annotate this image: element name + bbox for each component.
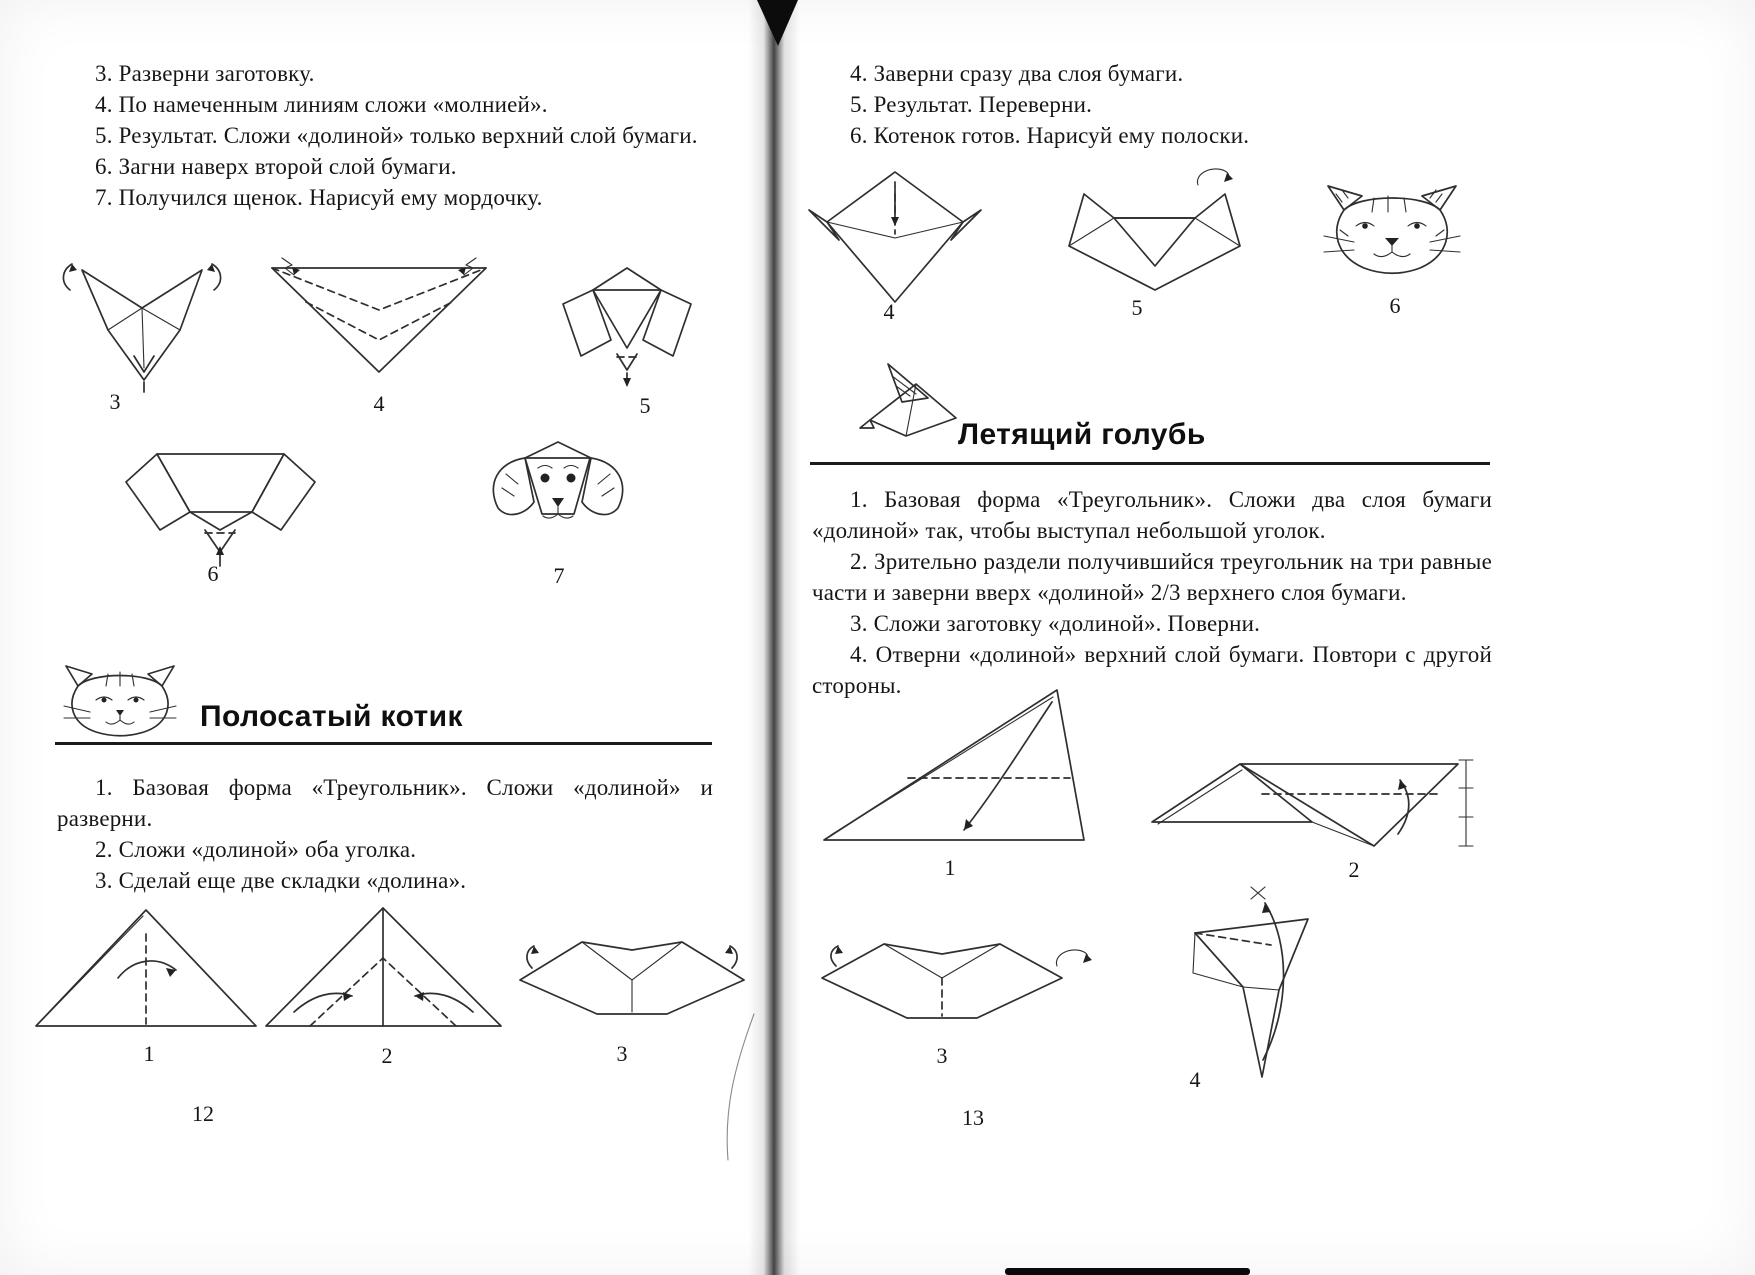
origami-diagram-dove-step-3 [812, 920, 1077, 1048]
step-text: 7. Получился щенок. Нарисуй ему мордочку. [95, 185, 543, 210]
puppy-steps-text [57, 58, 713, 213]
section-divider [810, 462, 1490, 465]
diagram-number-label: 7 [553, 563, 565, 588]
step-text: 1. Базовая форма «Треугольник». Сложи два слоя бумаги «долиной» так, чтобы выступал небольшой уголок. [812, 487, 1492, 543]
diagram-number-label: 2 [1348, 857, 1360, 882]
origami-diagram-dove-step-4 [1163, 875, 1338, 1090]
origami-diagram-puppy-step-6 [112, 430, 332, 578]
turn-over-symbol [1052, 944, 1094, 972]
step-text: 6. Загни наверх второй слой бумаги. [95, 154, 457, 179]
step-text: 4. По намеченным линиям сложи «молнией». [95, 92, 548, 117]
origami-diagram-dove-step-2 [1140, 748, 1480, 866]
striped-kitten-icon [56, 660, 184, 742]
flying-dove-icon [858, 358, 968, 453]
origami-diagram-dove-step-1 [812, 680, 1102, 860]
section-divider [55, 742, 712, 745]
book-spine-shadow [748, 0, 800, 1275]
diagram-number-label: 4 [883, 299, 895, 324]
origami-diagram-puppy-step-4 [258, 252, 503, 392]
diagram-number-label: 3 [936, 1043, 948, 1068]
turn-over-symbol [1193, 163, 1235, 191]
origami-diagram-kitten-step-2 [256, 900, 511, 1040]
kitten-steps-text [57, 772, 713, 896]
diagram-number-label: 5 [639, 393, 651, 418]
origami-diagram-puppy-step-7 [468, 432, 648, 557]
section-title-flying-dove: Летящий голубь [958, 418, 1206, 451]
page-number-left: 12 [192, 1101, 214, 1126]
origami-diagram-puppy-step-3 [50, 250, 240, 400]
step-text: 2. Зрительно раздели получившийся треугольник на три равные части и заверни вверх «долиной» 2/3 верхнего слоя бумаги. [812, 549, 1492, 605]
step-text: 5. Результат. Сложи «долиной» только верхний слой бумаги. [95, 123, 698, 148]
left-page [0, 0, 755, 1275]
diagram-number-label: 5 [1131, 295, 1143, 320]
page-number-right: 13 [962, 1105, 984, 1130]
origami-diagram-kitten-step-6 [1312, 180, 1472, 300]
origami-diagram-puppy-step-5 [535, 260, 720, 400]
step-text: 5. Результат. Переверни. [850, 92, 1093, 117]
step-text: 1. Базовая форма «Треугольник». Сложи «долиной» и разверни. [57, 775, 713, 831]
step-text: 2. Сложи «долиной» оба уголка. [95, 837, 417, 862]
step-text: 4. Отверни «долиной» верхний слой бумаги. Повтори с другой стороны. [812, 642, 1492, 698]
diagram-number-label: 4 [373, 391, 385, 416]
kitten-steps-text-continued [812, 58, 1490, 151]
step-text: 6. Котенок готов. Нарисуй ему полоски. [850, 123, 1250, 148]
step-text: 3. Сложи заготовку «долиной». Поверни. [850, 611, 1261, 636]
scan-edge-mark [1005, 1268, 1250, 1275]
diagram-number-label: 3 [616, 1041, 628, 1066]
origami-diagram-kitten-step-1 [26, 900, 266, 1040]
step-text: 3. Сделай еще две складки «долина». [95, 868, 467, 893]
diagram-number-label: 2 [381, 1043, 393, 1068]
dove-steps-text [812, 484, 1492, 701]
diagram-number-label: 1 [143, 1041, 155, 1066]
diagram-number-label: 4 [1189, 1067, 1201, 1092]
diagram-number-label: 3 [109, 389, 121, 414]
diagram-number-label: 6 [207, 561, 219, 586]
step-text: 4. Заверни сразу два слоя бумаги. [850, 61, 1184, 86]
diagram-number-label: 6 [1389, 293, 1401, 318]
step-text: 3. Разверни заготовку. [95, 61, 315, 86]
origami-diagram-kitten-step-5 [1052, 178, 1262, 308]
diagram-number-label: 1 [944, 855, 956, 880]
origami-diagram-kitten-step-4 [800, 160, 995, 315]
right-page [755, 0, 1755, 1275]
section-title-striped-kitten: Полосатый котик [200, 700, 463, 733]
